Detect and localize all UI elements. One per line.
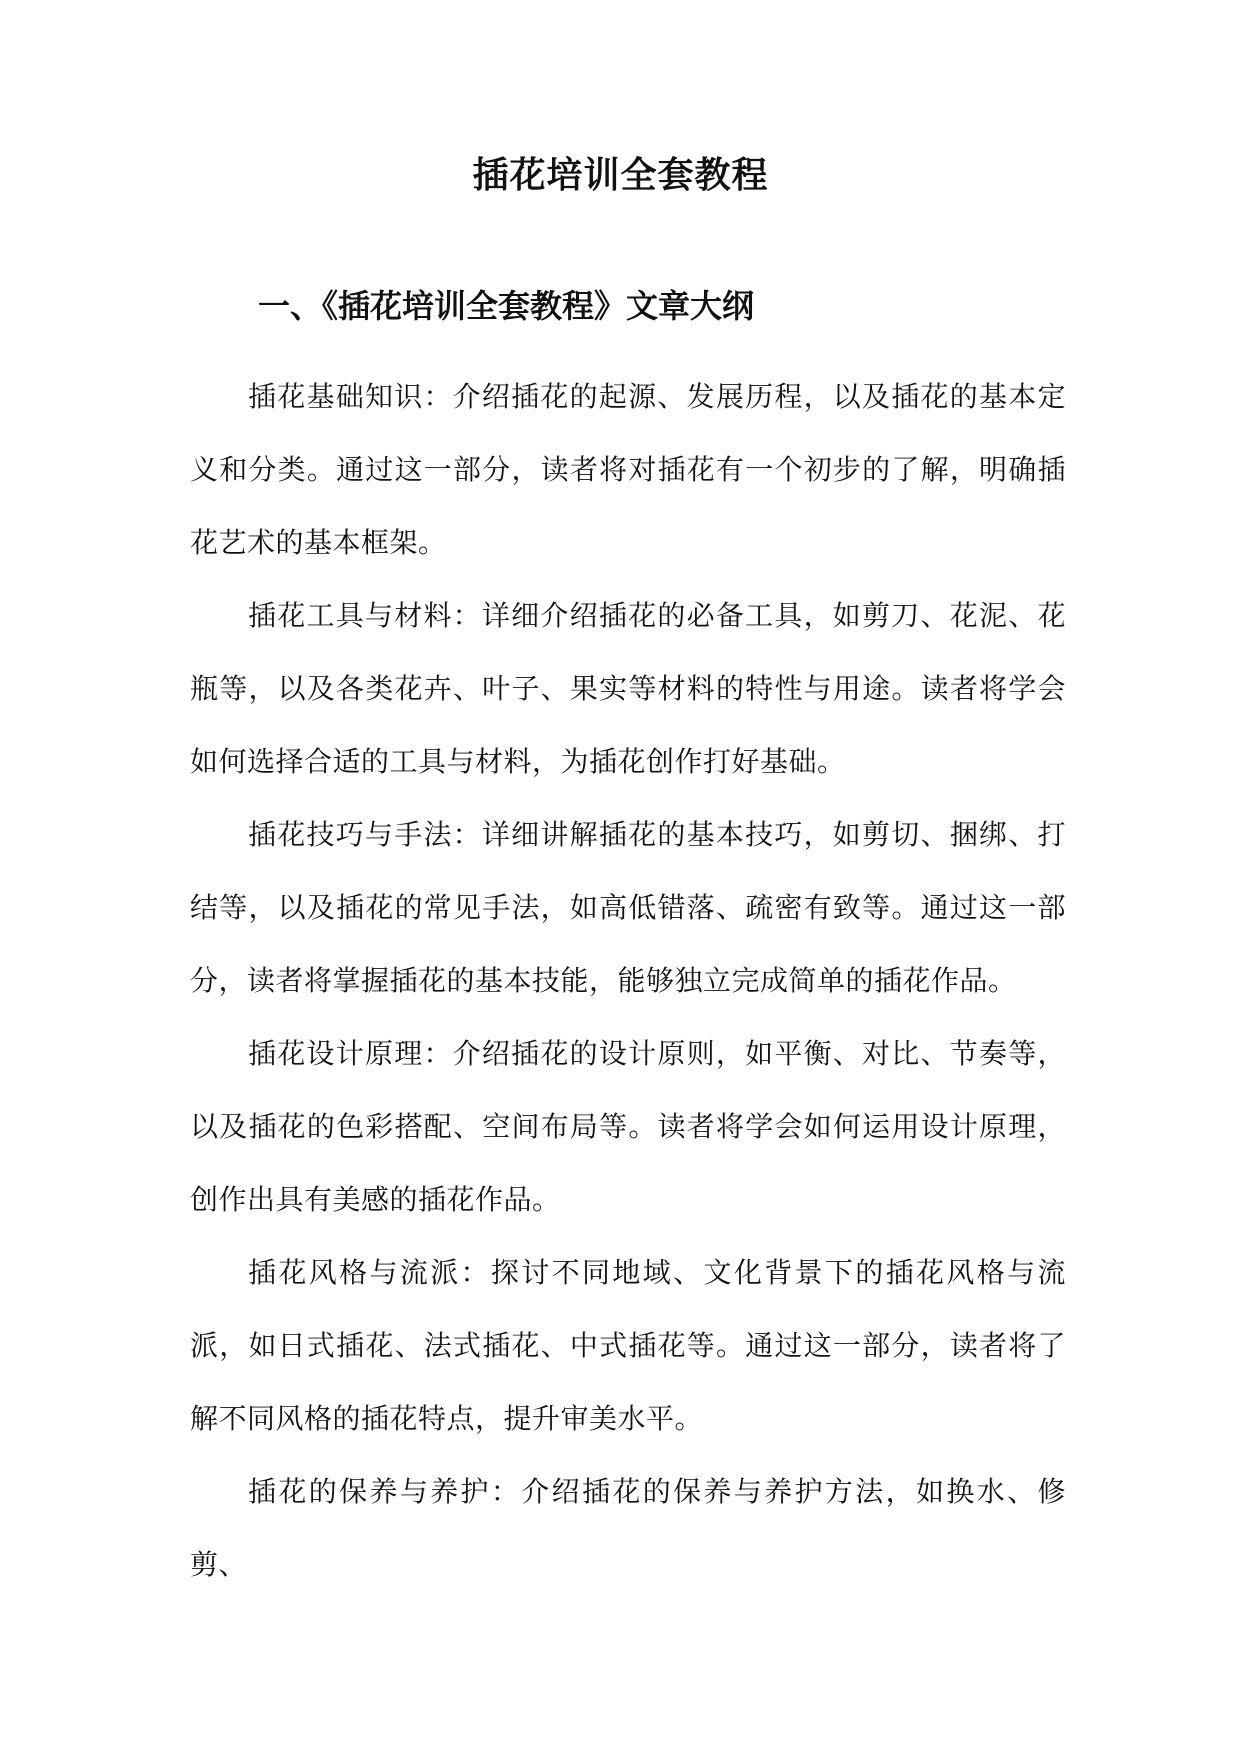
paragraph-tools-materials: 插花工具与材料：详细介绍插花的必备工具，如剪刀、花泥、花瓶等，以及各类花卉、叶子、果实等材料的特性与用途。读者将学会如何选择合适的工具与材料，为插花创作打好基础。 [190, 599, 1066, 778]
paragraph-basics: 插花基础知识：介绍插花的起源、发展历程，以及插花的基本定义和分类。通过这一部分，读者将对插花有一个初步的了解，明确插花艺术的基本框架。 [190, 380, 1066, 559]
paragraph-styles-schools: 插花风格与流派：探讨不同地域、文化背景下的插花风格与流派，如日式插花、法式插花、中式插花等。通过这一部分，读者将了解不同风格的插花特点，提升审美水平。 [190, 1256, 1066, 1435]
document-title: 插花培训全套教程 [472, 154, 769, 196]
paragraph-design-principles: 插花设计原理：介绍插花的设计原则，如平衡、对比、节奏等，以及插花的色彩搭配、空间布局等。读者将学会如何运用设计原理，创作出具有美感的插花作品。 [190, 1037, 1066, 1216]
document-body [190, 360, 1066, 1601]
paragraph-maintenance: 插花的保养与养护：介绍插花的保养与养护方法，如换水、修剪、 [190, 1475, 1066, 1581]
section-heading: 一、《插花培训全套教程》文章大纲 [258, 287, 755, 325]
paragraph-techniques: 插花技巧与手法：详细讲解插花的基本技巧，如剪切、捆绑、打结等，以及插花的常见手法，如高低错落、疏密有致等。通过这一部分，读者将掌握插花的基本技能，能够独立完成简单的插花作品。 [190, 818, 1066, 997]
